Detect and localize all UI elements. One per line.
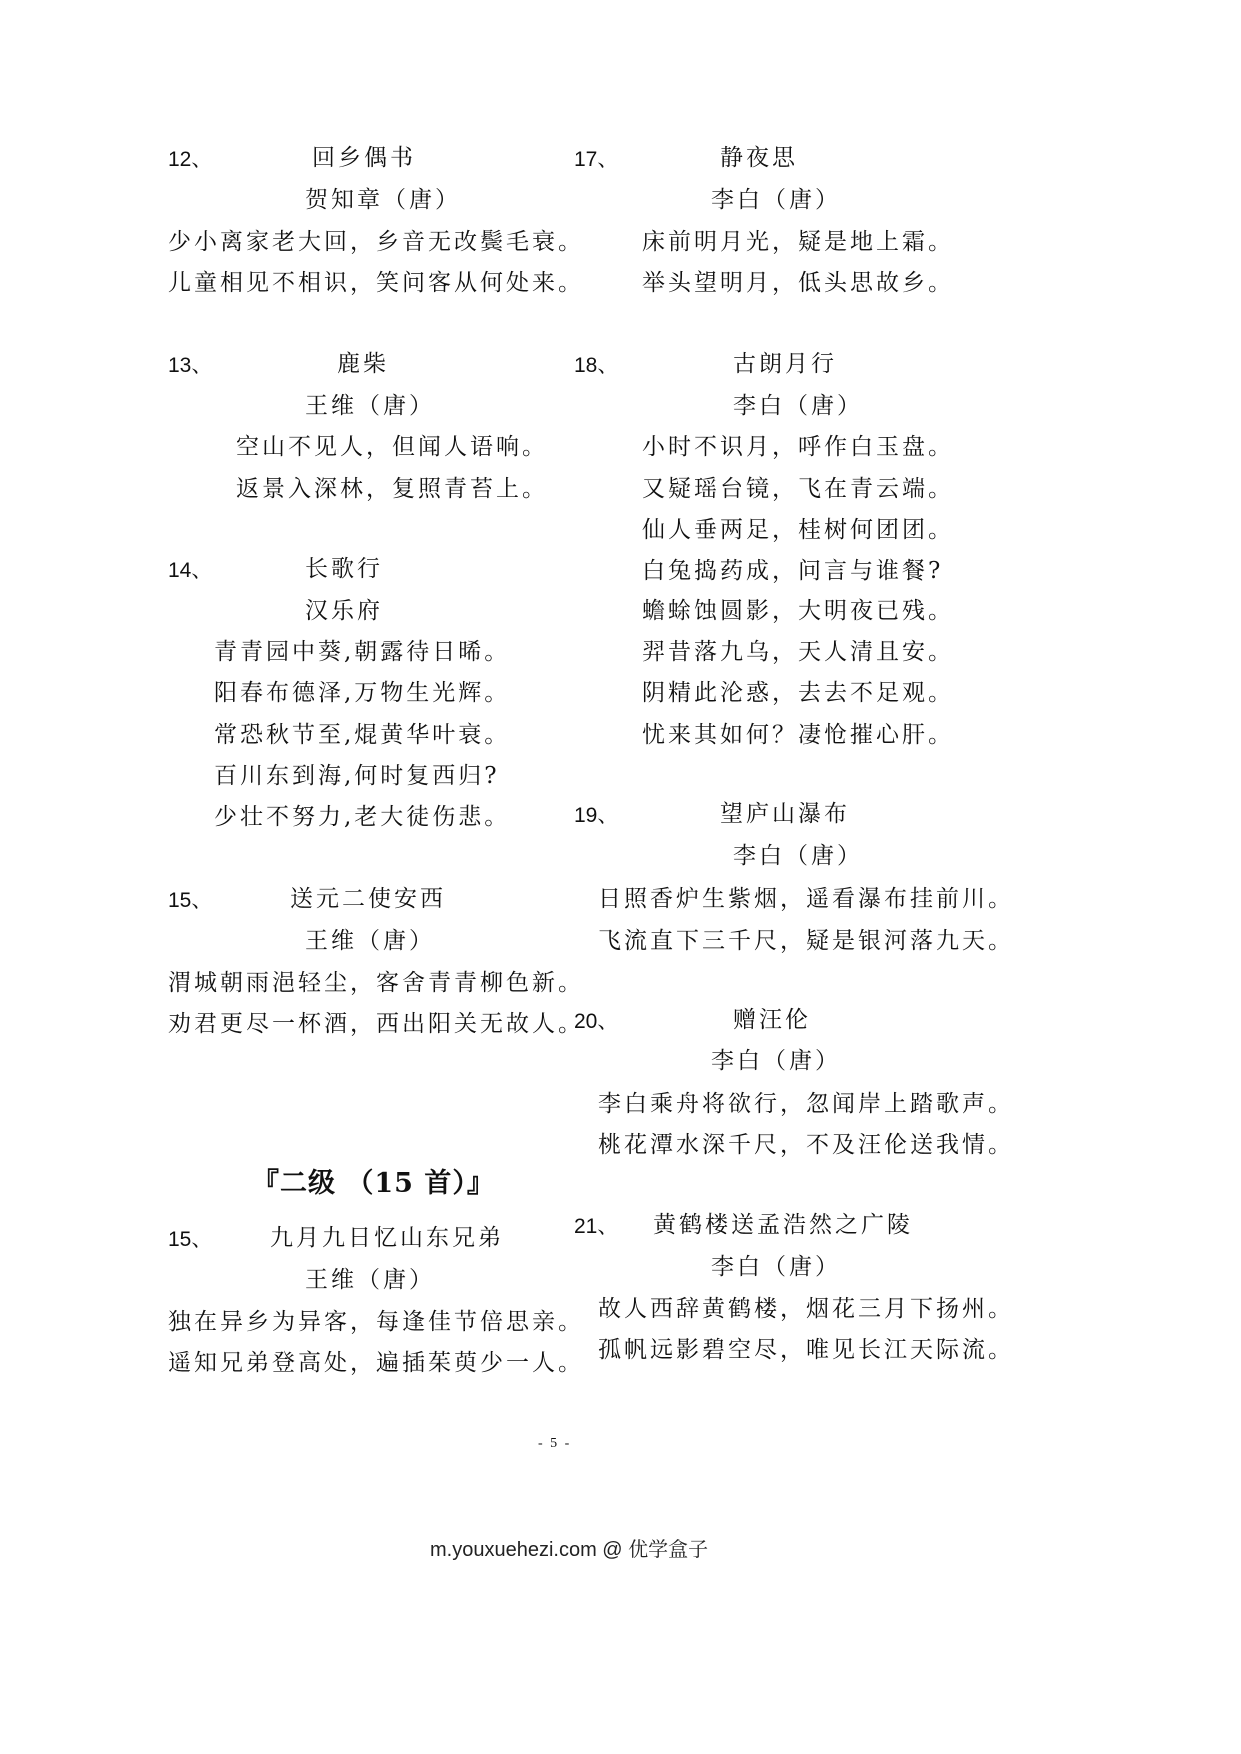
poem-title: 古朗月行: [733, 351, 837, 377]
poem-author: 李白（唐）: [711, 1254, 841, 1280]
poem-title: 赠汪伦: [733, 1007, 811, 1033]
poem-line: 阳春布德泽,万物生光辉。: [214, 680, 511, 706]
page-number: - 5 -: [538, 1436, 572, 1451]
poem-line: 阴精此沦惑，去去不足观。: [642, 680, 954, 706]
poem-line: 空山不见人，但闻人语响。: [236, 434, 548, 460]
poem-line: 日照香炉生紫烟，遥看瀑布挂前川。: [598, 886, 1014, 912]
poem-line: 床前明月光，疑是地上霜。: [642, 229, 954, 255]
poem-number: 15、: [168, 1228, 213, 1251]
poem-line: 忧来其如何？凄怆摧心肝。: [642, 722, 954, 748]
poem-line: 桃花潭水深千尺，不及汪伦送我情。: [598, 1132, 1014, 1158]
poem-author: 李白（唐）: [733, 843, 863, 869]
poem-author: 王维（唐）: [305, 1267, 435, 1293]
poem-line: 李白乘舟将欲行，忽闻岸上踏歌声。: [598, 1091, 1014, 1117]
poem-number: 14、: [168, 559, 213, 582]
poem-line: 青青园中葵,朝露待日晞。: [214, 639, 511, 665]
poem-line: 飞流直下三千尺，疑是银河落九天。: [598, 928, 1014, 954]
poem-line: 羿昔落九乌，天人清且安。: [642, 639, 954, 665]
poem-number: 19、: [574, 804, 619, 827]
poem-line: 返景入深林，复照青苔上。: [236, 476, 548, 502]
poem-line: 劝君更尽一杯酒，西出阳关无故人。: [168, 1011, 584, 1037]
poem-author: 李白（唐）: [733, 393, 863, 419]
poem-line: 少小离家老大回，乡音无改鬓毛衰。: [168, 229, 584, 255]
poem-number: 18、: [574, 354, 619, 377]
poem-title: 黄鹤楼送孟浩然之广陵: [653, 1212, 913, 1238]
poem-title: 鹿柴: [337, 351, 389, 377]
poem-number: 13、: [168, 354, 213, 377]
poem-line: 渭城朝雨浥轻尘，客舍青青柳色新。: [168, 970, 584, 996]
poem-title: 静夜思: [720, 145, 798, 171]
poem-line: 白兔捣药成，问言与谁餐?: [642, 558, 944, 584]
poem-number: 12、: [168, 148, 213, 171]
poem-author: 王维（唐）: [305, 393, 435, 419]
poem-line: 常恐秋节至,焜黄华叶衰。: [214, 722, 511, 748]
poem-author: 汉乐府: [305, 598, 383, 624]
poem-line: 儿童相见不相识，笑问客从何处来。: [168, 270, 584, 296]
poem-line: 蟾蜍蚀圆影，大明夜已残。: [642, 598, 954, 624]
poem-line: 故人西辞黄鹤楼，烟花三月下扬州。: [598, 1296, 1014, 1322]
poem-line: 又疑瑶台镜，飞在青云端。: [642, 476, 954, 502]
poem-line: 孤帆远影碧空尽，唯见长江天际流。: [598, 1337, 1014, 1363]
poem-title: 望庐山瀑布: [720, 801, 850, 827]
poem-number: 17、: [574, 148, 619, 171]
poem-title: 送元二使安西: [290, 886, 446, 912]
poem-line: 百川东到海,何时复西归?: [214, 763, 500, 789]
poem-author: 王维（唐）: [305, 928, 435, 954]
poem-title: 长歌行: [305, 556, 383, 582]
poem-number: 15、: [168, 889, 213, 912]
poem-line: 遥知兄弟登高处，遍插茱萸少一人。: [168, 1350, 584, 1376]
footer-link[interactable]: m.youxuehezi.com @ 优学盒子: [430, 1539, 709, 1561]
poem-line: 举头望明月，低头思故乡。: [642, 270, 954, 296]
poem-number: 21、: [574, 1215, 619, 1238]
poem-author: 李白（唐）: [711, 1048, 841, 1074]
poem-line: 少壮不努力,老大徒伤悲。: [214, 804, 511, 830]
poem-number: 20、: [574, 1010, 619, 1033]
poem-line: 仙人垂两足，桂树何团团。: [642, 517, 954, 543]
poem-line: 小时不识月，呼作白玉盘。: [642, 434, 954, 460]
poem-author: 李白（唐）: [711, 187, 841, 213]
poem-title: 回乡偶书: [312, 145, 416, 171]
poem-title: 九月九日忆山东兄弟: [270, 1225, 504, 1251]
poem-line: 独在异乡为异客，每逢佳节倍思亲。: [168, 1309, 584, 1335]
poem-author: 贺知章（唐）: [305, 187, 461, 213]
section-heading: 『二级 （15 首）』: [252, 1168, 495, 1199]
